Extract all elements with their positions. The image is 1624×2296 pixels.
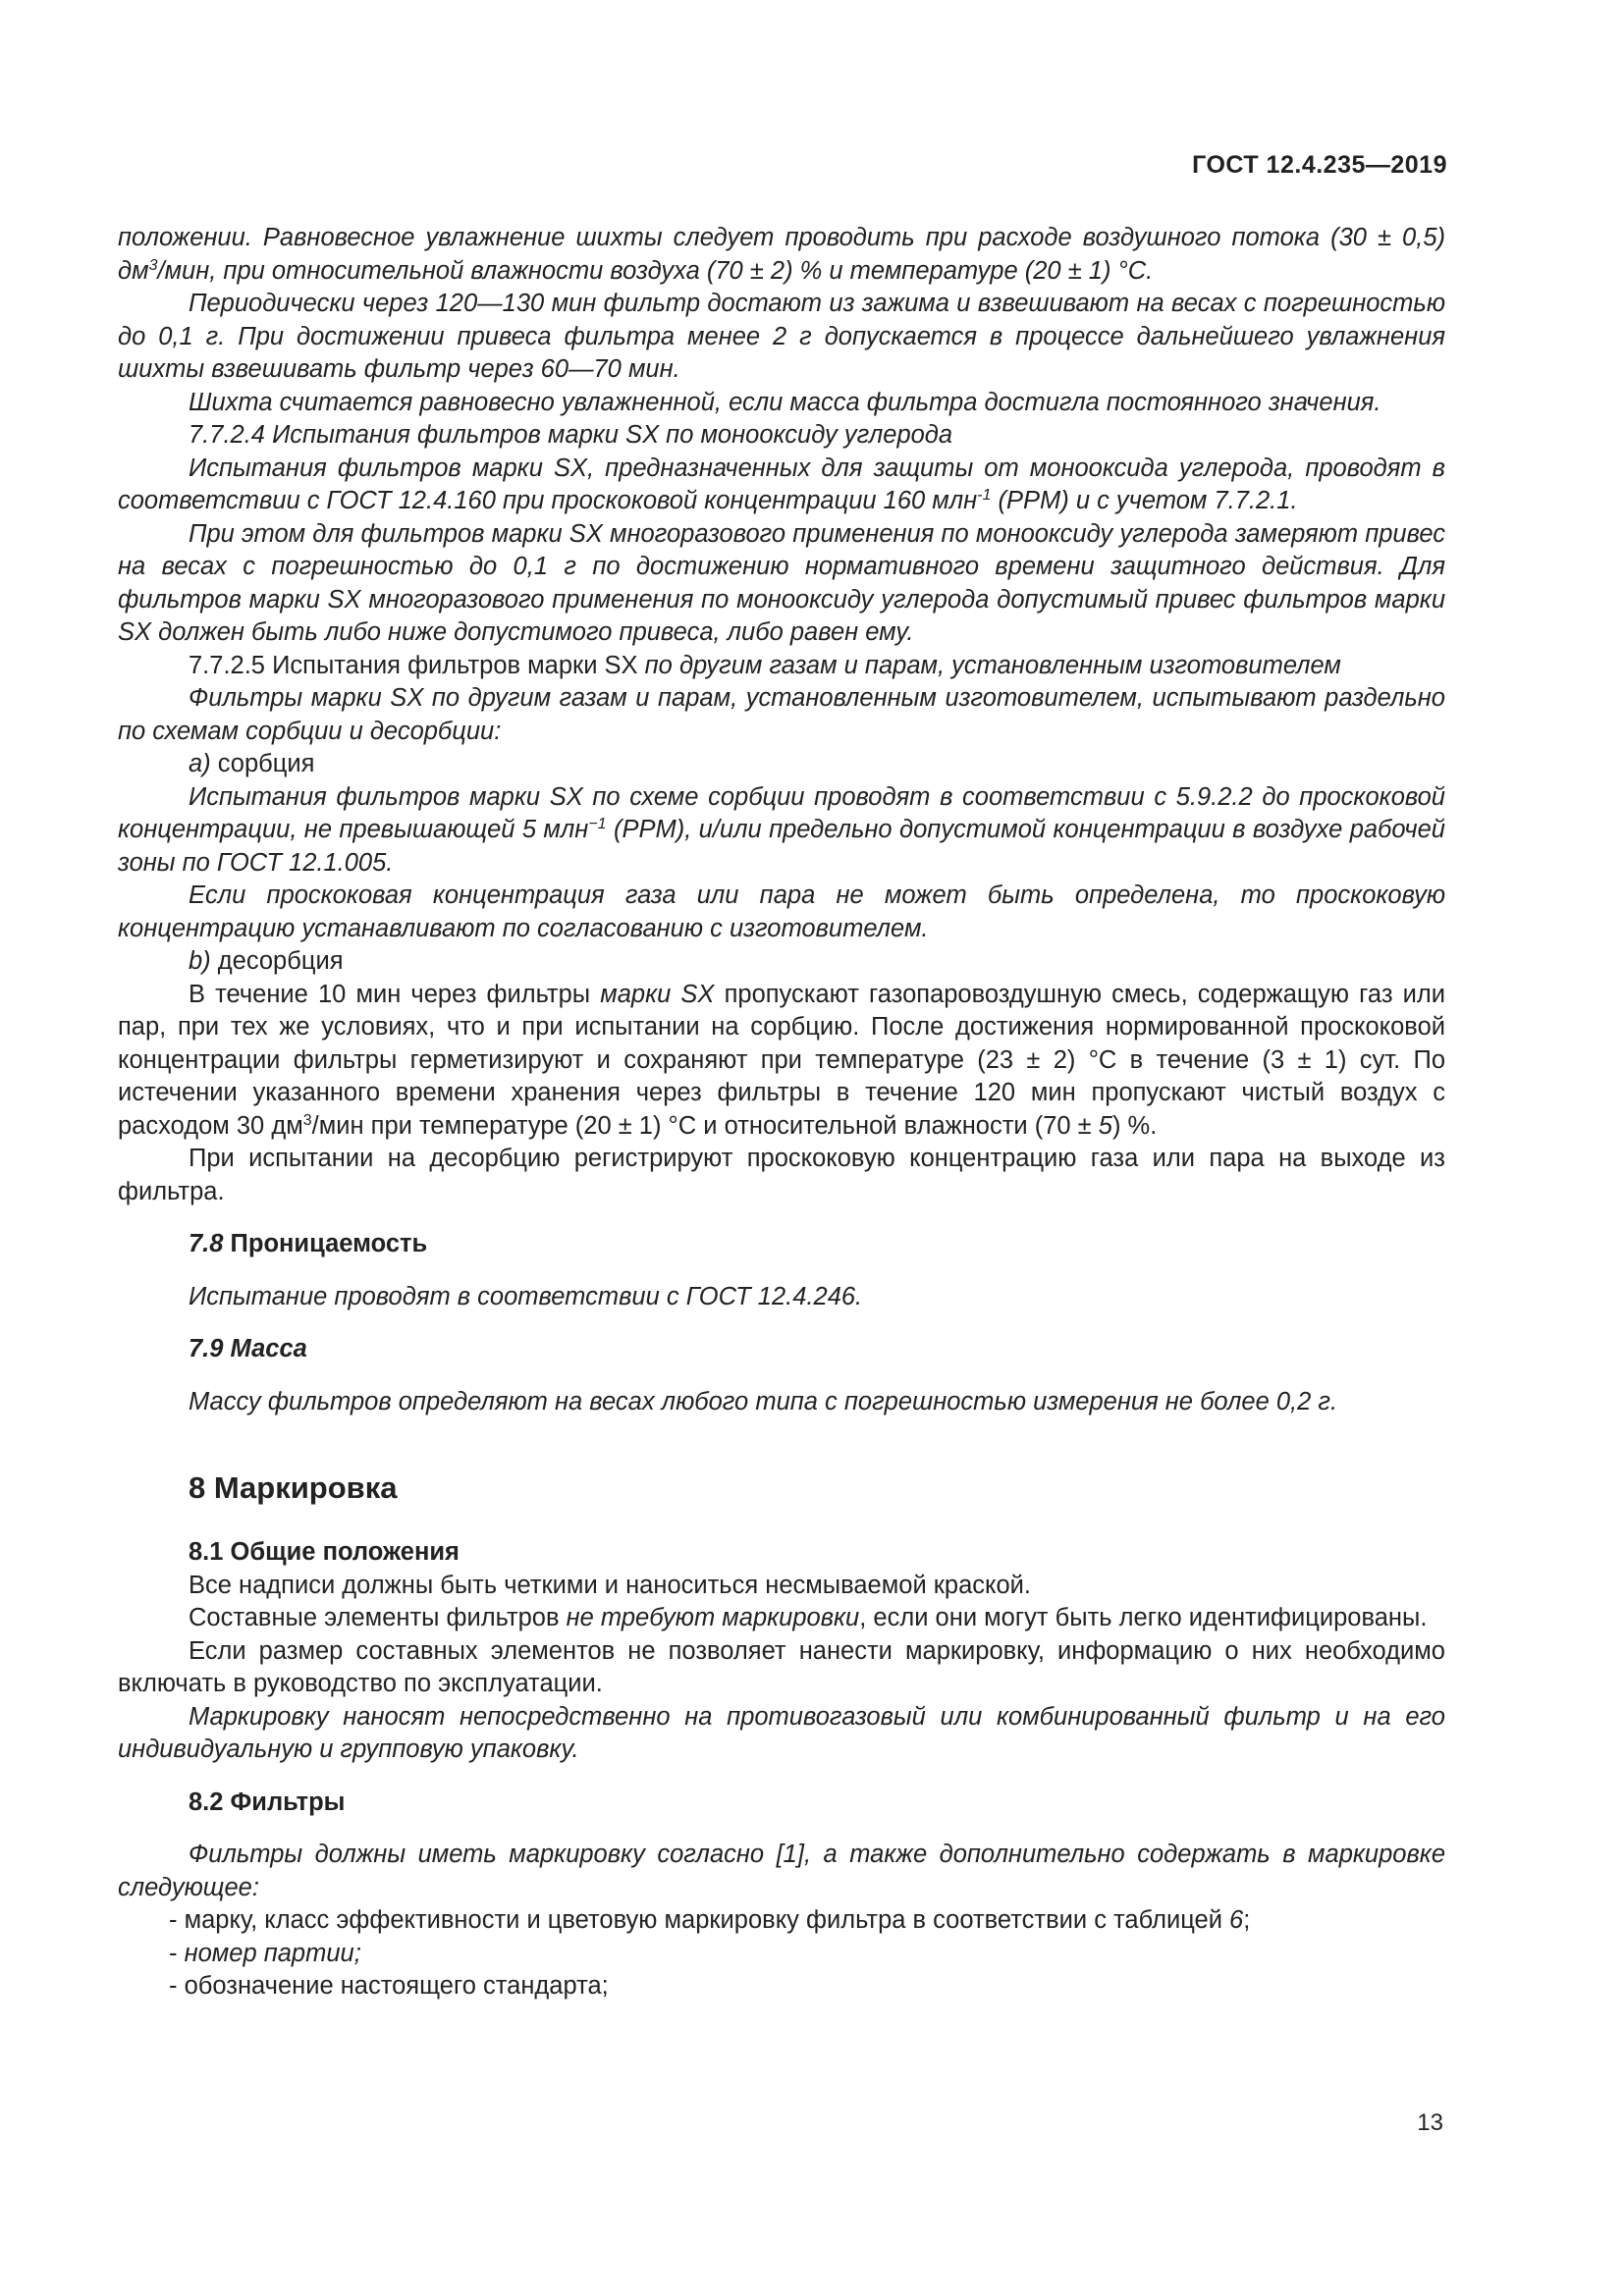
paragraph: Шихта считается равновесно увлажненной, если масса фильтра достигла постоянного значения. xyxy=(189,388,1381,416)
page-number: 13 xyxy=(1417,2109,1443,2136)
subsection-heading: 7.9 Масса xyxy=(189,1335,307,1362)
list-item: b) десорбция xyxy=(189,947,344,975)
clause-heading: 7.7.2.5 Испытания фильтров марки SX по другим газам и парам, установленным изготовителем xyxy=(189,651,1341,679)
paragraph: Составные элементы фильтров не требуют маркировки, если они могут быть легко идентифицированы. xyxy=(189,1604,1428,1631)
paragraph: Все надписи должны быть четкими и наноситься несмываемой краской. xyxy=(189,1571,1031,1599)
subsection-heading: 7.8 Проницаемость xyxy=(189,1230,428,1257)
subsection-heading: 8.1 Общие положения xyxy=(189,1538,460,1566)
document-body xyxy=(118,222,1445,2003)
paragraph: Массу фильтров определяют на весах любого типа с погрешностью измерения не более 0,2 г. xyxy=(189,1387,1338,1415)
paragraph: Если размер составных элементов не позволяет нанести маркировку, информацию о них необходимо включать в руководство по эксплуатации. xyxy=(118,1636,1445,1697)
paragraph: Испытание проводят в соответствии с ГОСТ 12.4.246. xyxy=(189,1282,863,1310)
paragraph: Испытания фильтров марки SX, предназначенных для защиты от монооксида углерода, проводят в соответствии с ГОСТ 12.4.160 при проскоковой концентрации 160 млн$^{-1}$ (PPM) и с учетом 7.7.2.1. xyxy=(118,454,1445,514)
paragraph: При этом для фильтров марки SX многоразового применения по монооксиду углерода замеряют привес на весах с погрешностью до 0,1 г по достижению нормативного времени защитного действия. Для фильтров марки SX многоразового применения по монооксиду углерода допустимый привес фильтров марки SX должен быть либо ниже допустимого привеса, либо равен ему. xyxy=(118,519,1445,646)
paragraph: Периодически через 120—130 мин фильтр достают из зажима и взвешивают на весах с погрешностью до 0,1 г. При достижении привеса фильтра менее 2 г допускается в процессе дальнейшего увлажнения шихты взвешивать фильтр через 60—70 мин. xyxy=(118,290,1445,383)
document-header: ГОСТ 12.4.235—2019 xyxy=(1192,151,1447,179)
list-item: - обозначение настоящего стандарта; xyxy=(169,1972,609,2000)
paragraph: Фильтры марки SX по другим газам и парам, установленным изготовителем, испытывают раздельно по схемам сорбции и десорбции: xyxy=(118,684,1445,745)
clause-heading: 7.7.2.4 Испытания фильтров марки SX по монооксиду углерода xyxy=(189,421,953,449)
list-item: - марку, класс эффективности и цветовую маркировку фильтра в соответствии с таблицей 6; xyxy=(169,1906,1251,1934)
section-heading: 8 Маркировка xyxy=(189,1470,398,1505)
paragraph: Испытания фильтров марки SX по схеме сорбции проводят в соответствии с 5.9.2.2 до проскоковой концентрации, не превышающей 5 млн$^{-1}$ (PPM), и/или предельно допустимой концентрации в воздухе рабочей зоны по ГОСТ 12.1.005. xyxy=(118,782,1445,877)
paragraph: В течение 10 мин через фильтры марки SX пропускают газопаровоздушную смесь, содержащую газ или пар, при тех же условиях, что и при испытании на сорбцию. После достижения нормированной проскоковой концентрации фильтры герметизируют и сохраняют при температуре (23 ± 2) °С в течение (3 ± 1) сут. По истечении указанного времени хранения через фильтры в течение 120 мин пропускают чистый воздух с расходом 30 $дм^3$/мин при температуре (20 ± 1) °С и относительной влажности (70 ± 5) %. xyxy=(118,980,1445,1140)
list-item: а) сорбция xyxy=(189,750,315,777)
paragraph: Если проскоковая концентрация газа или пара не может быть определена, то проскоковую концентрацию устанавливают по согласованию с изготовителем. xyxy=(118,881,1445,942)
paragraph: При испытании на десорбцию регистрируют проскоковую концентрацию газа или пара на выходе из фильтра. xyxy=(118,1145,1445,1205)
paragraph: Маркировку наносят непосредственно на противогазовый или комбинированный фильтр и на его индивидуальную и групповую упаковку. xyxy=(118,1702,1445,1763)
list-item: - номер партии; xyxy=(169,1939,361,1967)
paragraph: положении. Равновесное увлажнение шихты следует проводить при расходе воздушного потока (30 ± 0,5) $дм^3$/мин, при относительной влажности воздуха (70 ± 2) % и температуре (20 ± 1) °С. xyxy=(118,224,1445,285)
subsection-heading: 8.2 Фильтры xyxy=(189,1788,346,1816)
paragraph: Фильтры должны иметь маркировку согласно [1], а также дополнительно содержать в маркировке следующее: xyxy=(118,1841,1445,1901)
